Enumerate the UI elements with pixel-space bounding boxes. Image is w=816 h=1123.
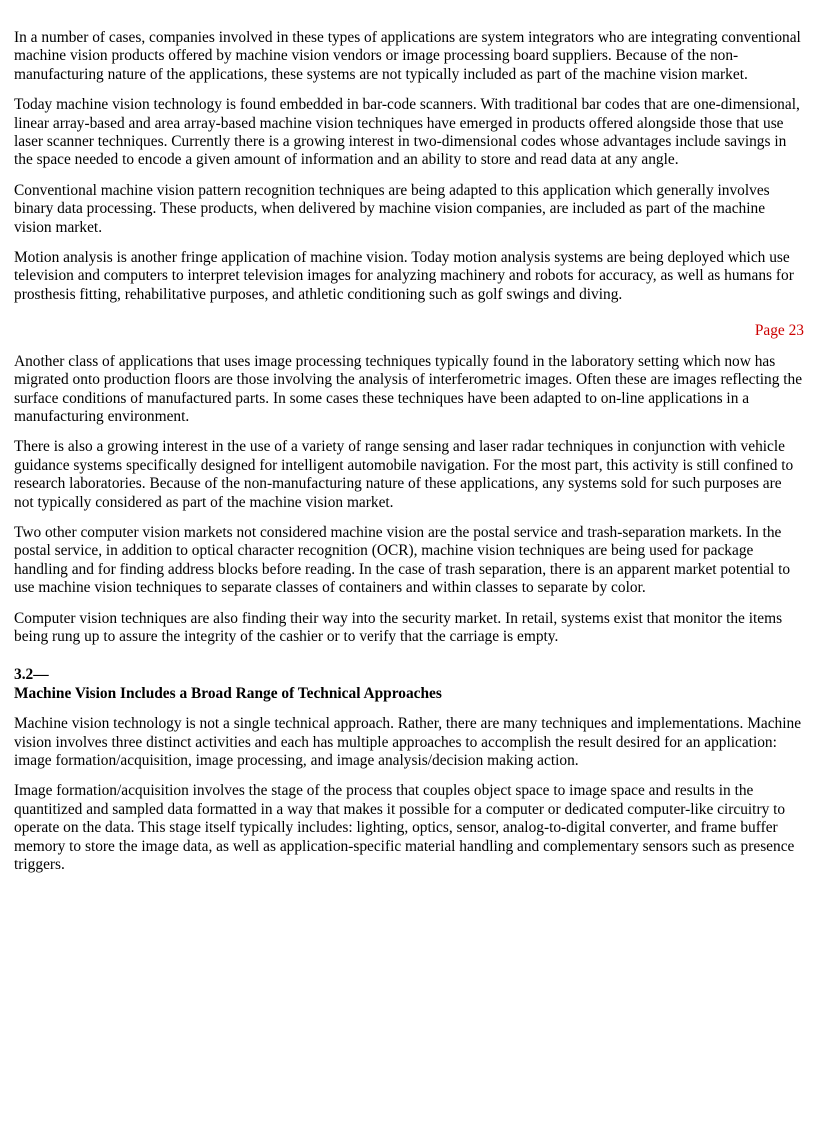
document-page [14,29,804,886]
paragraph: Image formation/acquisition involves the stage of the process that couples object space to image space and results in the quantitized and sampled data formatted in a way that makes it possible for a computer or dedicated computer-like circuitry to operate on the data. This stage itself typically includes: lighting, optics, sensor, analog-to-digital converter, and frame buffer memory to store the image data, as well as application-specific material handling and complementary sensors such as presence triggers. [14,782,795,874]
paragraph: Conventional machine vision pattern recognition techniques are being adapted to this application which generally involves binary data processing. These products, when delivered by machine vision companies, are included as part of the machine vision market. [14,181,770,236]
paragraph: Motion analysis is another fringe application of machine vision. Today motion analysis systems are being deployed which use television and computers to interpret television images for analyzing machinery and robots for accuracy, as well as humans for prosthesis fitting, rehabilitative purposes, and athletic conditioning such as golf swings and diving. [14,249,794,303]
paragraph: There is also a growing interest in the use of a variety of range sensing and laser radar techniques in conjunction with vehicle guidance systems specifically designed for intelligent automobile navigation. For the most part, this activity is still confined to research laboratories. Because of the non-manufacturing nature of these applications, any systems sold for such purposes are not typically considered as part of the machine vision market. [14,438,794,511]
page-number-marker: Page 23 [754,322,804,340]
paragraph: Another class of applications that uses image processing techniques typically found in the laboratory setting which now has migrated onto production floors are those involving the analysis of interferometric images. Often these are images reflecting the surface conditions of manufactured parts. In some cases these techniques have been adapted to on-line applications in a manufacturing environment. [14,352,803,425]
paragraph: In a number of cases, companies involved in these types of applications are system integrators who are integrating conventional machine vision products offered by machine vision vendors or image processing board suppliers. Because of the non-manufacturing nature of the applications, these systems are not typically included as part of the machine vision market. [14,29,801,83]
paragraph: Today machine vision technology is found embedded in bar-code scanners. With traditional bar codes that are one-dimensional, linear array-based and area array-based machine vision techniques have emerged in products offered alongside those that use laser scanner techniques. Currently there is a growing interest in two-dimensional codes whose advantages include savings in the space needed to encode a given amount of information and an ability to store and read data at any angle. [14,96,800,169]
section-title: Machine Vision Includes a Broad Range of Technical Approaches [14,684,442,702]
section-number: 3.2— [14,666,49,684]
paragraph: Two other computer vision markets not considered machine vision are the postal service and trash-separation markets. In the postal service, in addition to optical character recognition (OCR), machine vision techniques are being used for package handling and for finding address blocks before reading. In the case of trash separation, there is an apparent market potential to use machine vision techniques to separate classes of containers and within classes to separate by color. [14,523,791,597]
paragraph: Machine vision technology is not a single technical approach. Rather, there are many techniques and implementations. Machine vision involves three distinct activities and each has multiple approaches to accomplish the result desired for an application: image formation/acquisition, image processing, and image analysis/decision making action. [14,715,802,769]
section-heading [14,666,804,703]
paragraph: Computer vision techniques are also finding their way into the security market. In retail, systems exist that monitor the items being rung up to assure the integrity of the cashier or to verify that the carriage is empty. [14,609,783,645]
